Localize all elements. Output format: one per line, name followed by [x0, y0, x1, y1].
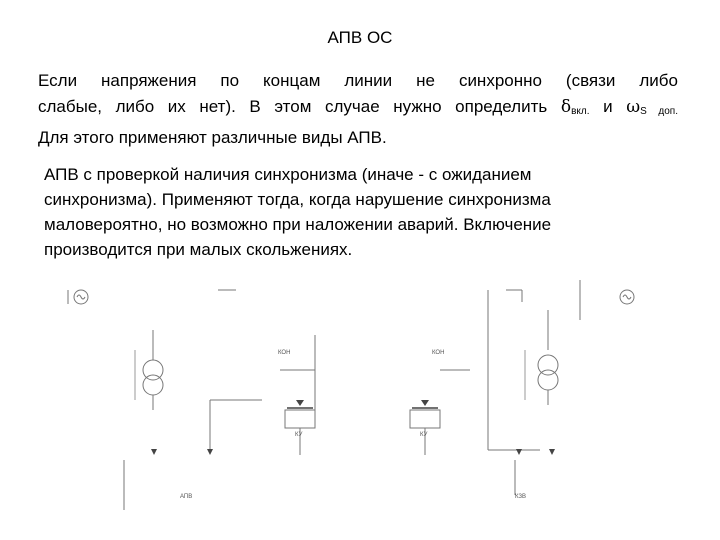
- label-apv-right: КЗВ: [515, 494, 527, 500]
- sync-line-3: маловероятно, но возможно при наложении аварий. Включение: [44, 215, 552, 234]
- omega-symbol: ω: [626, 97, 641, 117]
- sync-line-1: АПВ с проверкой наличия синхронизма (иначе - с ожиданием: [44, 165, 532, 184]
- delta-subscript: вкл.: [571, 106, 590, 117]
- sync-line-4: производится при малых скольжениях.: [44, 240, 353, 259]
- intro-line-1: Если напряжения по концам линии не синхронно (связи либо: [38, 71, 678, 90]
- intro-line-2-text: слабые, либо их нет). В этом случае нужно определить: [38, 97, 561, 116]
- omega-subscript: S доп.: [640, 106, 678, 117]
- label-kon-left: КОН: [278, 350, 291, 356]
- arrow-down-icon: [421, 400, 429, 406]
- left-transformer-top-icon: [143, 360, 163, 380]
- left-generator-wave: [77, 295, 85, 299]
- arrow-down-icon: [207, 449, 213, 455]
- label-kon-right: КОН: [432, 350, 445, 356]
- sync-line-2: синхронизма). Применяют тогда, когда нарушение синхронизма: [44, 190, 551, 209]
- and-word: и: [589, 97, 627, 116]
- left-ku-block: [285, 410, 315, 428]
- delta-symbol: δ: [560, 97, 572, 117]
- arrow-down-icon: [516, 449, 522, 455]
- paragraph-sync-check: [44, 162, 674, 262]
- label-apv-left: АПВ: [180, 494, 193, 500]
- arrow-markers: [151, 400, 555, 455]
- arrow-down-icon: [151, 449, 157, 455]
- arrow-down-icon: [296, 400, 304, 406]
- slide-title: АПВ ОС: [327, 28, 393, 47]
- circuit-diagram: [0, 270, 720, 540]
- left-transformer-bottom-icon: [143, 375, 163, 395]
- label-ku-left: КУ: [295, 432, 303, 438]
- arrow-down-icon: [549, 449, 555, 455]
- paragraph-intro: [38, 68, 678, 151]
- intro-line-3: Для этого применяют различные виды АПВ.: [38, 128, 387, 147]
- label-ku-right: КУ: [420, 432, 428, 438]
- right-transformer-bottom-icon: [538, 370, 558, 390]
- intro-line-2: [38, 94, 678, 125]
- right-ku-block: [410, 410, 440, 428]
- right-generator-wave: [623, 295, 631, 299]
- right-transformer-top-icon: [538, 355, 558, 375]
